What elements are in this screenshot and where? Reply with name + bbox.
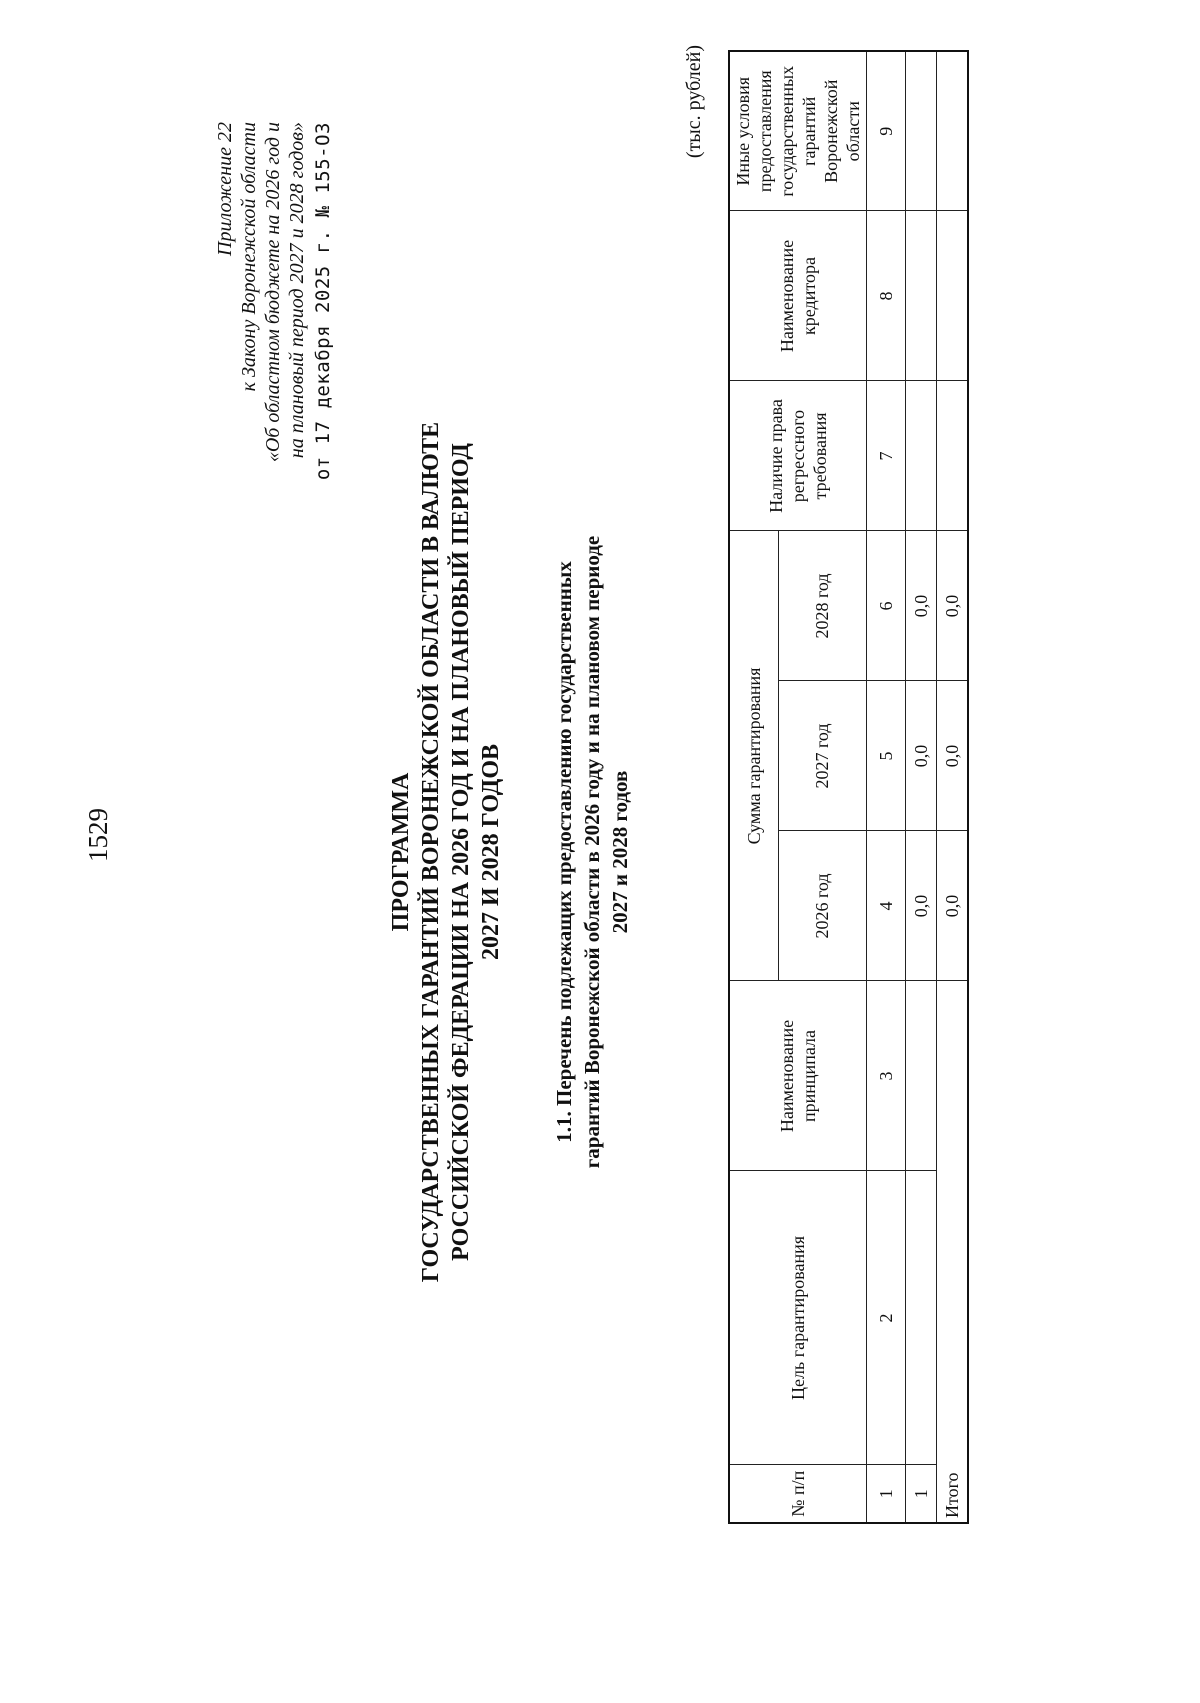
header-year-2026: 2026 год — [778, 831, 866, 981]
unit-label: (тыс. рублей) — [683, 45, 705, 159]
total-empty — [937, 51, 969, 211]
program-title-line: 2027 И 2028 ГОДОВ — [478, 744, 504, 960]
header-goal: Цель гарантирования — [729, 1171, 867, 1465]
column-number: 9 — [867, 51, 906, 211]
total-label: Итого — [937, 981, 969, 1523]
row-sum-2026: 0,0 — [906, 831, 937, 981]
header-regress: Наличие права регрессного требования — [729, 381, 867, 531]
row-goal — [906, 1171, 937, 1465]
total-empty — [937, 211, 969, 381]
row-number: 1 — [906, 1465, 937, 1523]
annex-law-title: «Об областном бюджете на 2026 год и — [262, 122, 284, 463]
program-title-line: РОССИЙСКОЙ ФЕДЕРАЦИИ НА 2026 ГОД И НА ПЛАНОВЫЙ ПЕРИОД — [448, 443, 474, 1261]
header-sum-group: Сумма гарантирования — [729, 531, 778, 981]
total-2026: 0,0 — [937, 831, 969, 981]
annex-note — [213, 122, 335, 762]
header-other-conditions: Иные условия предоставления государственных гарантий Воронежской области — [729, 51, 867, 211]
header-creditor: Наименование кредитора — [729, 211, 867, 381]
total-2028: 0,0 — [937, 531, 969, 681]
row-principal — [906, 981, 937, 1171]
program-title — [386, 352, 506, 1352]
total-row — [937, 51, 969, 1523]
page-number: 1529 — [83, 808, 113, 862]
column-number: 2 — [867, 1171, 906, 1465]
row-sum-2028: 0,0 — [906, 531, 937, 681]
row-other-conditions — [906, 51, 937, 211]
row-sum-2027: 0,0 — [906, 681, 937, 831]
column-number: 5 — [867, 681, 906, 831]
header-year-2028: 2028 год — [778, 531, 866, 681]
row-regress — [906, 381, 937, 531]
section-title-line: 2027 и 2028 годов — [608, 770, 632, 934]
column-number: 7 — [867, 381, 906, 531]
annex-law: к Закону Воронежской области — [238, 122, 260, 392]
annex-law-period: на плановый период 2027 и 2028 годов» — [286, 122, 308, 459]
section-title-line: 1.1. Перечень подлежащих предоставлению государственных — [552, 561, 576, 1143]
column-number: 6 — [867, 531, 906, 681]
section-title-line: гарантий Воронежской области в 2026 году и на плановом периоде — [580, 535, 604, 1169]
program-title-line: ПРОГРАММА — [388, 772, 414, 932]
header-principal: Наименование принципала — [729, 981, 867, 1171]
total-2027: 0,0 — [937, 681, 969, 831]
table-row — [906, 51, 937, 1523]
document-page — [0, 32, 1200, 1652]
column-number: 4 — [867, 831, 906, 981]
column-number: 8 — [867, 211, 906, 381]
guarantees-table — [728, 50, 969, 1524]
column-numbers-row — [867, 51, 906, 1523]
column-number: 3 — [867, 981, 906, 1171]
annex-number: Приложение 22 — [214, 122, 236, 256]
header-year-2027: 2027 год — [778, 681, 866, 831]
program-title-line: ГОСУДАРСТВЕННЫХ ГАРАНТИЙ ВОРОНЕЖСКОЙ ОБЛАСТИ В ВАЛЮТЕ — [418, 421, 444, 1283]
row-creditor — [906, 211, 937, 381]
annex-date: от 17 декабря 2025 г. № 155-ОЗ — [312, 122, 334, 481]
section-title — [550, 452, 634, 1252]
column-number: 1 — [867, 1465, 906, 1523]
header-num: № п/п — [729, 1465, 867, 1523]
total-empty — [937, 381, 969, 531]
